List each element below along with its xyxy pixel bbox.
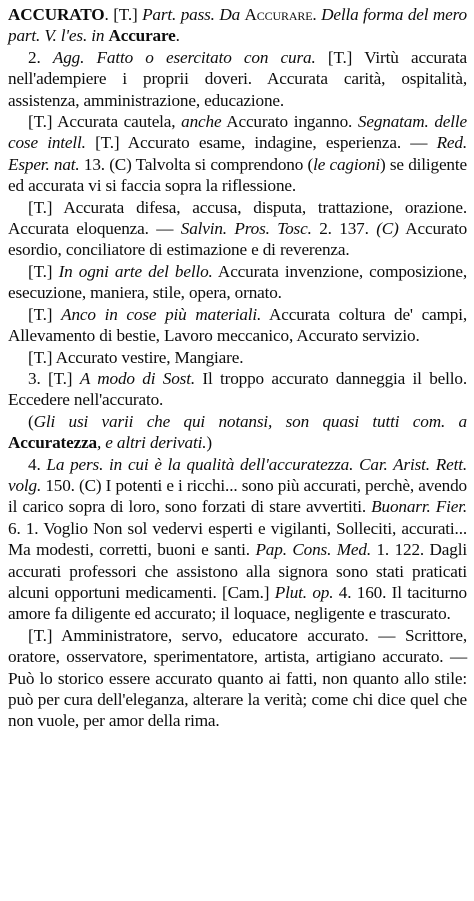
italic-text-segment: , e altri derivati. [97,433,207,453]
italic-text-segment: Plut. op. [274,582,334,602]
text-segment: 13. (C) Talvolta si comprendono ( [79,154,314,174]
entry-sense-paragraph [8,625,467,732]
text-segment: Accurata coltura de' campi, Allevamento di bestie, Lavoro meccanico, Accurato servizio. [8,304,468,346]
text-segment: [T.] Accurato esame, indagine, esperienza. — [85,133,437,153]
text-segment: 150. (C) I potenti e i ricchi... sono più accurati, perchè, avendo il carico sopra di loro, sono forzati di stare avvertiti. [8,475,467,517]
entry-sense-paragraph [8,347,467,368]
entry-sense-paragraph [8,368,467,411]
bold-text-segment: Accurare [108,26,176,46]
bold-text-segment: Accuratezza [8,433,98,453]
entry-sense-paragraph [8,111,467,197]
italic-text-segment: anche [181,112,222,132]
text-segment: [T.] Virtù accurata nell'adempiere i proprii doveri. Accurata carità, ospitalità, assistenza, amministrazione, educazione. [8,47,468,110]
text-segment: [T.] Accurata cautela, [28,112,182,132]
italic-text-segment: Pap. Cons. Med. [255,540,371,560]
italic-text-segment: Red. Esper. nat. [8,133,467,174]
text-segment: 6. 1. Voglio Non sol vedervi esperti e vigilanti, Solleciti, accurati... Ma modesti, corretti, buoni e santi. [8,518,467,560]
italic-text-segment: Part. pass. Da [142,5,245,24]
text-segment: Accurato inganno. [221,112,358,132]
text-segment: . [T.] [104,5,143,24]
italic-text-segment: Buonarr. Fier. [371,497,468,517]
entry-sense-paragraph [8,454,467,625]
italic-text-segment: Della forma del mero part. V. l'es. in [8,5,468,46]
italic-text-segment: Gli usi varii che qui notansi, son quasi tutti com. a [33,411,467,431]
text-segment: 1. 122. Dagli accurati professori che assistono alla signora sono stati praticati alcuni opportuni medicamenti. [Cam.] [8,540,467,602]
headword: ACCURATO [8,5,105,24]
text-segment: 4. 160. Il taciturno amore fa diligente ed accurato; il loquace, negligente e trascurato. [8,582,467,624]
text-segment: 3. [T.] [28,368,80,388]
italic-text-segment: La pers. in cui è la qualità dell'accuratezza. Car. Arist. Rett. volg. [8,454,467,495]
text-segment: Accurato esordio, conciliatore di estimazione e di reverenza. [8,219,468,260]
text-segment: [T.] Accurata difesa, accusa, disputa, trattazione, orazione. Accurata eloquenza. — [8,197,467,239]
italic-text-segment: Salvin. Pros. Tosc. [180,219,312,239]
text-segment: 4. [28,454,47,474]
italic-text-segment: Agg. Fatto o esercitato con cura. [52,47,316,67]
entry-sense-paragraph [8,411,467,454]
text-segment: 2. 137. [311,219,377,239]
text-segment: ) se diligente ed accurata vi si faccia sopra la riflessione. [8,154,467,196]
text-segment: [T.] Amministratore, servo, educatore accurato. — Scrittore, oratore, osservatore, sperimentatore, artista, artigiano accurato. — Può lo storico essere accurato quanto ai fatti, non quanto allo stile: può per cura dell'eleganza, alterare la verità; come chi dice quel che non vuole, per amor della rima. [8,625,467,731]
text-segment: ( [28,411,34,431]
italic-text-segment: Anco in cose più materiali. [61,304,262,324]
text-segment: 2. [28,47,53,67]
entry-sense-paragraph [8,304,467,347]
entry-sense-paragraph [8,47,467,111]
smallcaps-text-segment: Accurare [244,5,313,24]
entry-sense-paragraph [8,197,467,261]
italic-text-segment: (C) [376,219,399,239]
text-segment: Accurata invenzione, composizione, esecuzione, maniera, stile, opera, ornato. [8,261,467,303]
text-segment: Il troppo accurato danneggia il bello. Eccedere nell'accurato. [8,368,467,410]
text-segment: [T.] [28,304,62,324]
text-segment: ) [206,433,212,453]
entry-heading-paragraph [8,4,467,47]
entry-sense-paragraph [8,261,467,304]
text-segment: . [175,26,180,46]
italic-text-segment: le cagioni [313,154,380,174]
dictionary-entry-accurato [8,4,467,732]
italic-text-segment: A modo di Sost. [79,368,195,388]
text-segment: [T.] [28,261,59,281]
italic-text-segment: Segnatam. delle cose intell. [8,112,468,153]
text-segment: . [312,5,322,24]
italic-text-segment: In ogni arte del bello. [58,261,213,281]
text-segment: [T.] Accurato vestire, Mangiare. [28,347,244,367]
